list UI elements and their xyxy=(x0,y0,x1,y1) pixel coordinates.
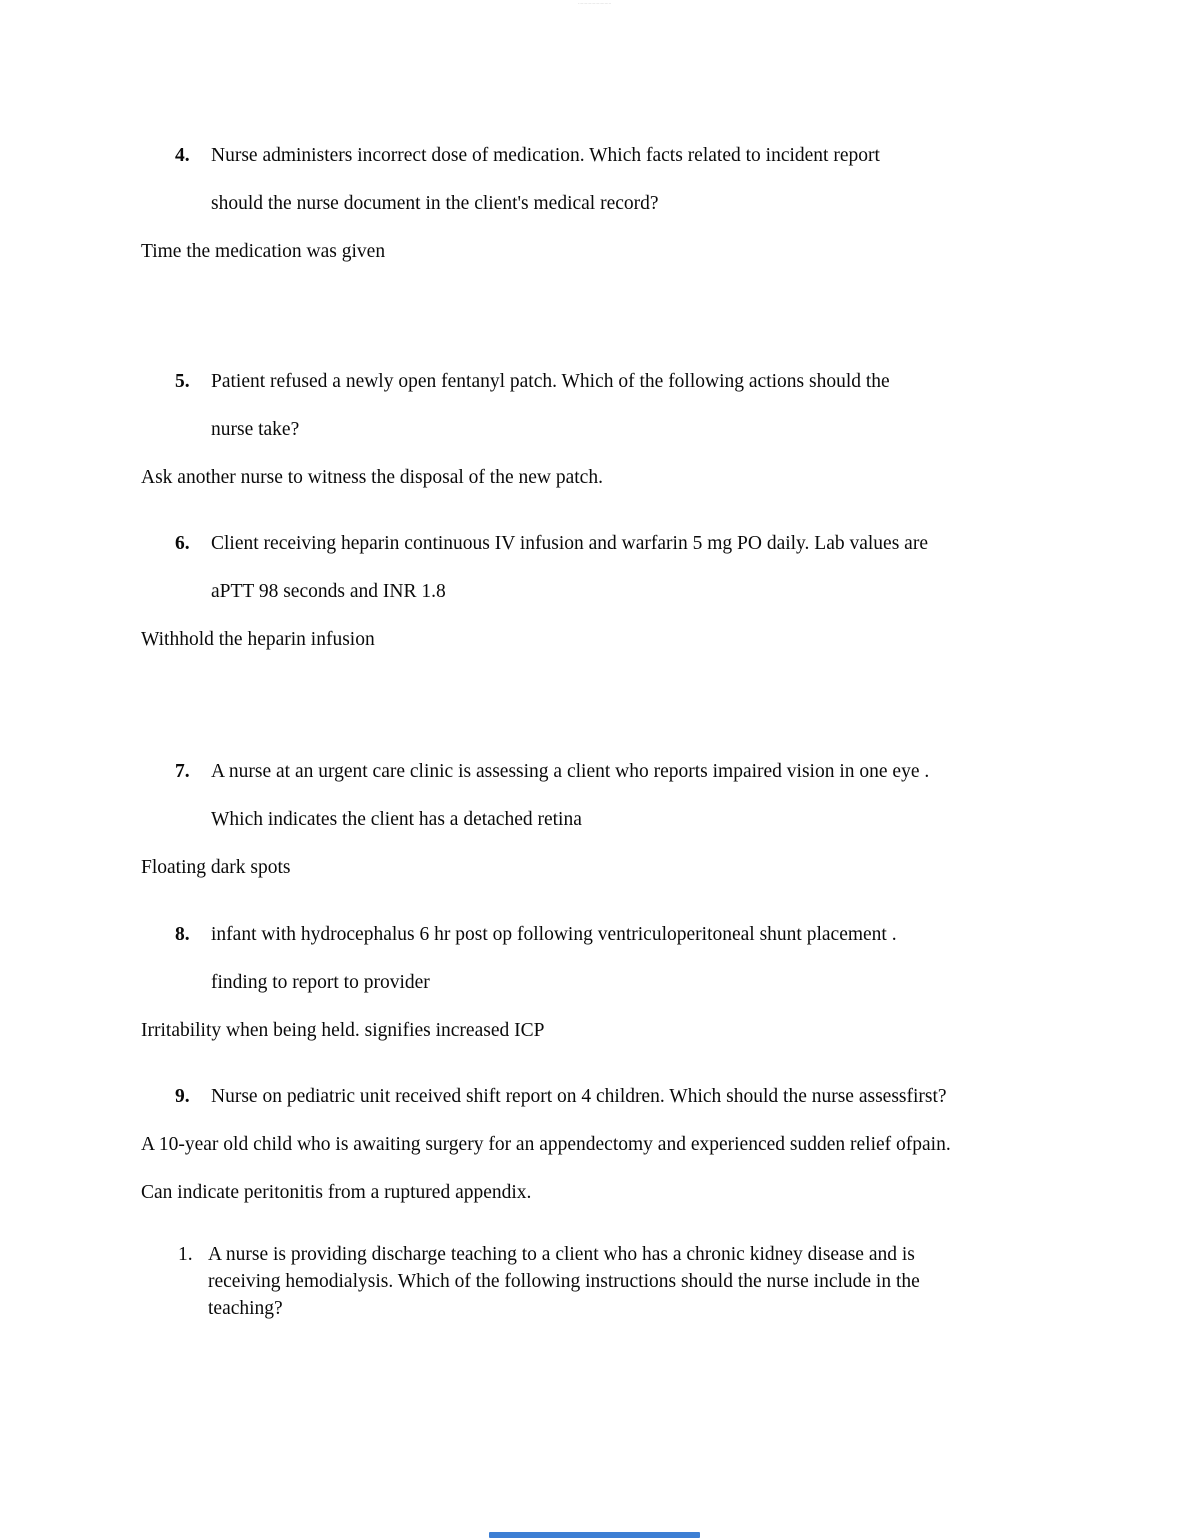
question-8-number: 8. xyxy=(175,924,190,945)
question-5-line-2: nurse take? xyxy=(211,419,300,440)
question-7-text xyxy=(211,748,1056,844)
question-4 xyxy=(175,132,1056,228)
answer-9-part-2: Can indicate peritonitis from a ruptured appendix. xyxy=(141,1182,532,1203)
question-8-line-2: finding to report to provider xyxy=(211,972,430,993)
question-6-line-1: Client receiving heparin continuous IV infusion and warfarin 5 mg PO daily. Lab values are xyxy=(211,533,928,554)
question-6 xyxy=(175,520,1056,616)
question-9-number: 9. xyxy=(175,1086,190,1107)
question-8 xyxy=(175,911,1056,1007)
answer-7: Floating dark spots xyxy=(141,857,291,878)
question-5-line-1: Patient refused a newly open fentanyl patch. Which of the following actions should the xyxy=(211,371,890,392)
question-6-text xyxy=(211,520,1056,616)
question-1-text xyxy=(208,1241,1056,1322)
page-micro-header-text: ························· xyxy=(578,2,612,6)
answer-9-part-1: A 10-year old child who is awaiting surgery for an appendectomy and experienced sudden relief ofpain. xyxy=(141,1134,951,1155)
question-5-text xyxy=(211,358,1056,454)
question-9 xyxy=(175,1073,1056,1121)
question-8-line-1: infant with hydrocephalus 6 hr post op following ventriculoperitoneal shunt placement . xyxy=(211,924,897,945)
question-4-line-2: should the nurse document in the client's medical record? xyxy=(211,193,659,214)
question-1-number: 1. xyxy=(178,1244,193,1265)
document-content xyxy=(141,132,1056,1322)
question-4-text xyxy=(211,132,1056,228)
question-7-line-2: Which indicates the client has a detached retina xyxy=(211,809,582,830)
answer-8: Irritability when being held. signifies increased ICP xyxy=(141,1020,545,1041)
question-1-line-3: teaching? xyxy=(208,1298,283,1319)
question-9-line-1: Nurse on pediatric unit received shift report on 4 children. Which should the nurse assessfirst? xyxy=(211,1086,947,1107)
answer-4: Time the medication was given xyxy=(141,241,386,262)
answer-6: Withhold the heparin infusion xyxy=(141,629,375,650)
question-7-number: 7. xyxy=(175,761,190,782)
question-1 xyxy=(175,1241,1056,1322)
question-5 xyxy=(175,358,1056,454)
question-4-line-1: Nurse administers incorrect dose of medication. Which facts related to incident report xyxy=(211,145,880,166)
question-7-line-1: A nurse at an urgent care clinic is assessing a client who reports impaired vision in one eye . xyxy=(211,761,930,782)
bottom-blue-bar xyxy=(489,1532,700,1538)
question-1-line-1: A nurse is providing discharge teaching to a client who has a chronic kidney disease and is xyxy=(208,1244,915,1265)
question-4-number: 4. xyxy=(175,145,190,166)
question-5-number: 5. xyxy=(175,371,190,392)
answer-5: Ask another nurse to witness the disposal of the new patch. xyxy=(141,467,603,488)
question-6-line-2: aPTT 98 seconds and INR 1.8 xyxy=(211,581,446,602)
question-7 xyxy=(175,748,1056,844)
question-1-line-2: receiving hemodialysis. Which of the following instructions should the nurse include in the xyxy=(208,1271,920,1292)
question-6-number: 6. xyxy=(175,533,190,554)
question-8-text xyxy=(211,911,1056,1007)
question-9-text xyxy=(211,1073,1056,1121)
